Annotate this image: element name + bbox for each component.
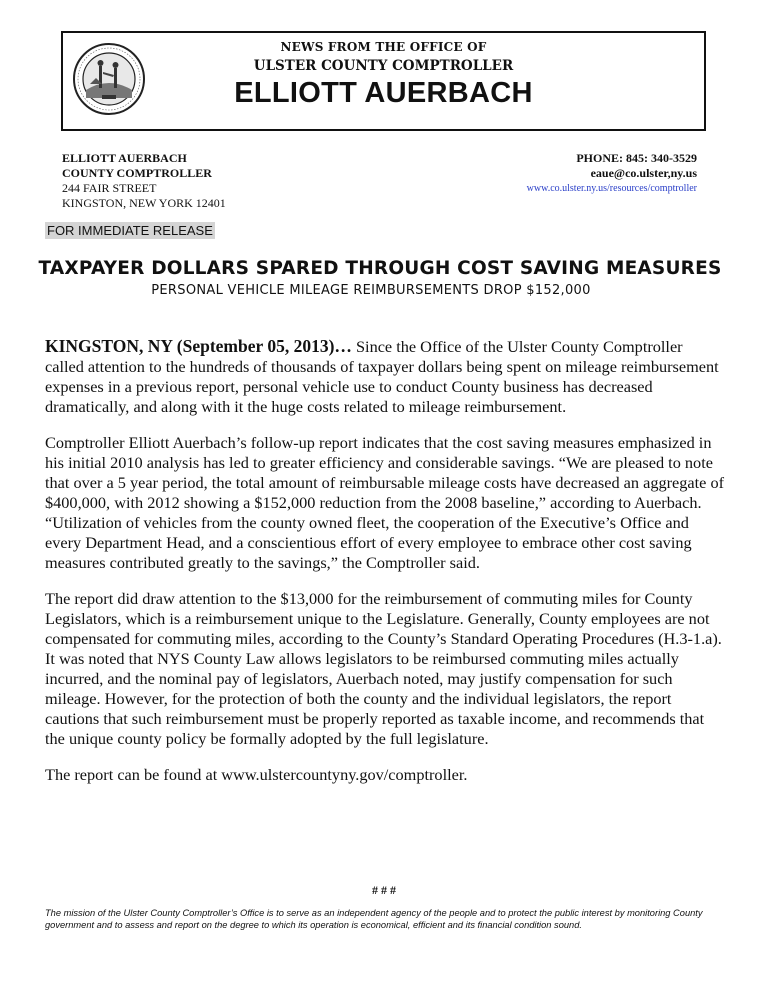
contact-name: ELLIOTT AUERBACH — [62, 151, 187, 165]
release-label: FOR IMMEDIATE RELEASE — [47, 223, 213, 238]
body-paragraph — [45, 336, 725, 417]
contact-phone: PHONE: 845: 340-3529 — [576, 151, 697, 165]
letterhead-comptroller-line: ULSTER COUNTY COMPTROLLER — [253, 58, 514, 74]
contact-details-block — [527, 151, 697, 196]
contact-city: KINGSTON, NEW YORK 12401 — [62, 196, 226, 210]
body-paragraph: The report did draw attention to the $13,000 for the reimbursement of commuting miles for County Legislators, which is a reimbursement unique to the Legislature. Generally, County employees are not compensated for commuting miles, according to the County’s Standard Operating Procedures (H.3-1.a). It was noted that NYS County Law allows legislators to be reimbursed commuting miles actually incurred, and the nominal pay of legislators, Auerbach noted, may justify compensation for such mileage. However, for the protection of both the county and the individual legislators, the report cautions that such reimbursement must be properly reported as taxable income, and recommends that the unique county policy be formally adopted by the full legislature. — [45, 589, 722, 748]
press-release-body — [45, 336, 725, 801]
contact-title: COUNTY COMPTROLLER — [62, 166, 212, 180]
body-paragraph: Comptroller Elliott Auerbach’s follow-up report indicates that the cost saving measures emphasized in his initial 2010 analysis has led to greater efficiency and considerable savings. “We are pleased to note that over a 5 year period, the total amount of reimbursable mileage costs have decreased an aggregate of $400,000, with 2012 showing a $152,000 reduction from the 2008 baseline,” according to Auerbach. “Utilization of vehicles from the county owned fleet, the cooperation of the Executive’s Office and every Department Head, and a conscientious effort of every employee to embrace other cost saving measures contributed greatly to the savings,” the Comptroller said. — [45, 433, 725, 572]
subheadline: PERSONAL VEHICLE MILEAGE REIMBURSEMENTS DROP $152,000 — [151, 283, 591, 298]
headline: TAXPAYER DOLLARS SPARED THROUGH COST SAVING MEASURES — [38, 258, 722, 279]
contact-url-link[interactable]: www.co.ulster.ny.us/resources/comptroller — [526, 183, 697, 194]
letterhead-office-line: NEWS FROM THE OFFICE OF — [280, 40, 487, 54]
paragraph-text: Since the Office of the Ulster County Comptroller called attention to the hundreds of thousands of taxpayer dollars being spent on mileage reimbursement expenses in a previous report, personal vehicle use to conduct County business has decreased dramatically, and along with it the huge costs related to mileage reimbursement. — [45, 337, 719, 416]
letterhead-name: ELLIOTT AUERBACH — [234, 77, 533, 109]
contact-address-block — [62, 151, 226, 211]
body-paragraph: The report can be found at www.ulstercountyny.gov/comptroller. — [45, 765, 468, 784]
mission-statement: The mission of the Ulster County Comptroller’s Office is to serve as an independent agency of the people and to protect the public interest by monitoring County government and to assess and report on the degree to which its operation is economical, efficient and its financial condition sound. — [45, 908, 703, 930]
dateline: KINGSTON, NY (September 05, 2013)… — [45, 336, 352, 356]
contact-street: 244 FAIR STREET — [62, 181, 157, 195]
letterhead-box — [61, 31, 706, 131]
end-mark: # # # — [372, 883, 396, 897]
contact-email: eaue@co.ulster,ny.us — [590, 166, 697, 180]
